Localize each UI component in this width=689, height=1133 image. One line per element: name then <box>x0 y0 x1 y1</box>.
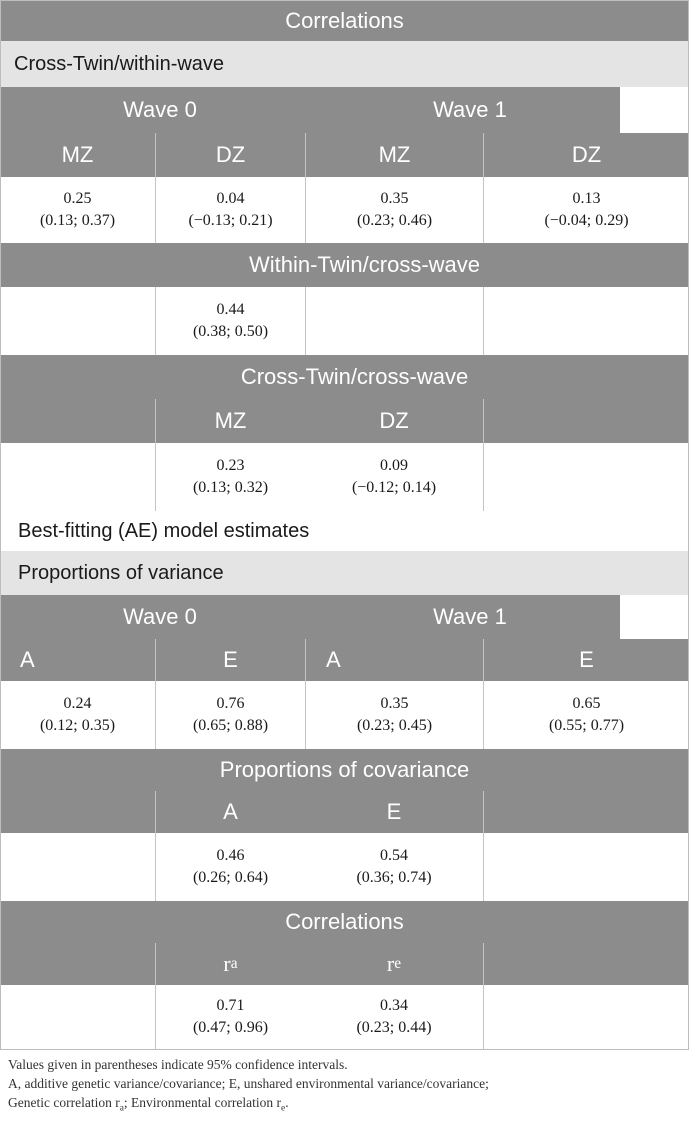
column-header-row <box>0 399 689 443</box>
footnote-ci: Values given in parentheses indicate 95% confidence intervals. <box>8 1057 348 1072</box>
section-proportions-variance <box>0 551 689 595</box>
estimate: 0.13 <box>572 190 601 207</box>
table-cell <box>0 177 155 243</box>
col-a-w1: A <box>305 639 483 681</box>
table-cell <box>483 681 689 749</box>
confidence-interval: (0.12; 0.35) <box>39 717 116 734</box>
estimate: 0.25 <box>63 190 92 207</box>
confidence-interval: (−0.13; 0.21) <box>188 212 273 229</box>
section-label: Proportions of variance <box>0 551 689 595</box>
empty-cell <box>0 443 155 511</box>
empty-cell <box>483 287 689 355</box>
col-a: A <box>155 791 305 833</box>
estimate: 0.54 <box>380 847 408 864</box>
col-mz-w1: MZ <box>305 133 483 177</box>
empty-header <box>483 399 689 443</box>
confidence-interval: (0.55; 0.77) <box>548 717 625 734</box>
confidence-interval: (0.47; 0.96) <box>192 1019 269 1036</box>
col-dz: DZ <box>305 399 483 443</box>
footnote-text: ; Environmental correlation r <box>123 1095 281 1110</box>
empty-cell <box>483 833 689 901</box>
col-ra <box>155 943 305 985</box>
section-within-twin-cross-wave <box>0 243 689 287</box>
confidence-interval: (0.13; 0.32) <box>192 479 269 496</box>
empty-header <box>483 791 689 833</box>
table-cell <box>155 833 305 901</box>
col-re <box>305 943 483 985</box>
estimate: 0.76 <box>216 695 245 712</box>
footnote-sub: e <box>280 1103 286 1114</box>
empty-cell <box>0 985 155 1049</box>
wave0-header: Wave 0 <box>0 87 320 133</box>
col-re-base: r <box>386 951 395 976</box>
values-row <box>0 833 689 901</box>
confidence-interval: (0.23; 0.46) <box>356 212 433 229</box>
title-row <box>0 0 689 41</box>
estimate: 0.24 <box>63 695 92 712</box>
table-cell <box>305 985 483 1049</box>
confidence-interval: (0.13; 0.37) <box>39 212 116 229</box>
estimate: 0.34 <box>380 997 408 1014</box>
table-cell <box>305 833 483 901</box>
empty-cell <box>305 287 483 355</box>
col-e: E <box>305 791 483 833</box>
wave1-header: Wave 1 <box>320 87 620 133</box>
estimate: 0.46 <box>216 847 245 864</box>
section-label: Proportions of covariance <box>0 749 689 791</box>
section-best-fitting <box>0 511 689 551</box>
col-mz: MZ <box>155 399 305 443</box>
column-header-row <box>0 133 689 177</box>
empty-header <box>0 399 155 443</box>
values-row <box>0 177 689 243</box>
col-re-sub: e <box>394 955 402 972</box>
empty-header <box>0 791 155 833</box>
estimate: 0.71 <box>216 997 245 1014</box>
values-row <box>0 985 689 1049</box>
table-footnotes <box>8 1055 683 1119</box>
confidence-interval: (−0.12; 0.14) <box>351 479 437 496</box>
footnote-abbreviations: A, additive genetic variance/covariance; E, unshared environmental variance/covariance; <box>8 1076 489 1091</box>
table-title: Correlations <box>0 0 689 41</box>
table-cell <box>155 177 305 243</box>
col-ra-base: r <box>223 951 231 976</box>
section-label: Cross-Twin/within-wave <box>0 41 689 87</box>
values-row <box>0 681 689 749</box>
table-cell <box>0 681 155 749</box>
table-bottom-rule <box>0 1049 689 1050</box>
col-mz-w0: MZ <box>0 133 155 177</box>
wave1-header: Wave 1 <box>320 595 620 639</box>
estimate: 0.35 <box>380 695 409 712</box>
empty-cell <box>0 833 155 901</box>
col-dz-w1: DZ <box>483 133 689 177</box>
footnote-text: . <box>285 1095 289 1110</box>
confidence-interval: (0.23; 0.45) <box>356 717 433 734</box>
empty-cell <box>483 985 689 1049</box>
footnote-text: Genetic correlation r <box>8 1095 120 1110</box>
confidence-interval: (0.26; 0.64) <box>192 869 269 886</box>
table-cell <box>155 287 305 355</box>
table-cell <box>305 681 483 749</box>
estimate: 0.09 <box>380 457 408 474</box>
wave-header-row <box>0 595 689 639</box>
column-header-row <box>0 639 689 681</box>
estimate: 0.65 <box>572 695 601 712</box>
section-label: Best-fitting (AE) model estimates <box>0 511 689 551</box>
confidence-interval: (0.65; 0.88) <box>192 717 269 734</box>
col-e-w0: E <box>155 639 305 681</box>
estimate: 0.04 <box>216 190 245 207</box>
section-label: Within-Twin/cross-wave <box>0 243 689 287</box>
confidence-interval: (−0.04; 0.29) <box>544 212 629 229</box>
values-row <box>0 443 689 511</box>
col-a-w0: A <box>0 639 155 681</box>
empty-cell <box>483 443 689 511</box>
section-cross-twin-within-wave <box>0 41 689 87</box>
section-cross-twin-cross-wave <box>0 355 689 399</box>
table-cell <box>305 177 483 243</box>
section-correlations <box>0 901 689 943</box>
col-e-w1: E <box>483 639 689 681</box>
empty-header <box>0 943 155 985</box>
estimate: 0.35 <box>380 190 409 207</box>
confidence-interval: (0.23; 0.44) <box>356 1019 432 1036</box>
wave-header-row <box>0 87 689 133</box>
section-label: Correlations <box>0 901 689 943</box>
empty-header <box>483 943 689 985</box>
estimate: 0.23 <box>216 457 245 474</box>
table-cell <box>483 177 689 243</box>
estimate: 0.44 <box>216 301 245 318</box>
footnote-sub: a <box>119 1103 124 1114</box>
table-cell <box>155 985 305 1049</box>
section-label: Cross-Twin/cross-wave <box>0 355 689 399</box>
confidence-interval: (0.36; 0.74) <box>356 869 432 886</box>
empty-cell <box>0 287 155 355</box>
column-header-row <box>0 791 689 833</box>
footnote-correlations <box>8 1093 683 1119</box>
section-proportions-covariance <box>0 749 689 791</box>
col-ra-sub: a <box>230 955 238 972</box>
table-cell <box>305 443 483 511</box>
column-header-row <box>0 943 689 985</box>
confidence-interval: (0.38; 0.50) <box>192 323 269 340</box>
table-cell <box>155 443 305 511</box>
values-row <box>0 287 689 355</box>
wave0-header: Wave 0 <box>0 595 320 639</box>
col-dz-w0: DZ <box>155 133 305 177</box>
table-cell <box>155 681 305 749</box>
